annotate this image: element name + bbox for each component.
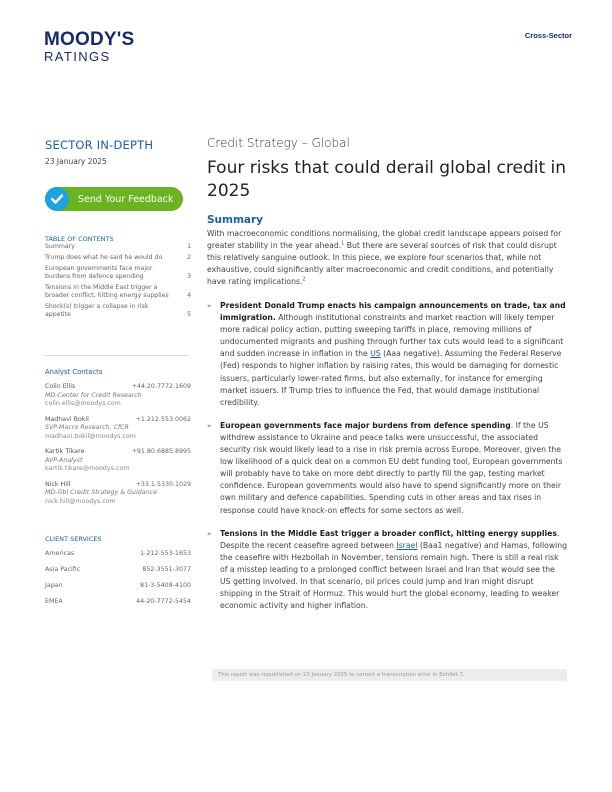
toc-item-page: 5 [187, 311, 191, 318]
contact-role: AVP-Analyst [45, 456, 83, 464]
risk-bullet-europe [207, 420, 567, 517]
client-service-row [45, 582, 191, 598]
contact-card [45, 448, 191, 474]
contact-card [45, 383, 191, 409]
client-service-row [45, 598, 191, 614]
toc-item-page: 3 [187, 273, 191, 280]
risk-bullet-trump [207, 300, 567, 409]
analyst-contacts-title: Analyst Contacts [45, 368, 103, 376]
toc-item-page: 1 [187, 243, 191, 250]
summary-intro [207, 228, 565, 288]
checkmark-icon [45, 187, 69, 211]
feedback-label: Send Your Feedback [78, 193, 174, 205]
send-feedback-button[interactable] [45, 187, 183, 211]
contact-email[interactable]: madhavi.bokil@moodys.com [45, 432, 136, 440]
contact-card [45, 416, 191, 442]
intro-text: With macroeconomic conditions normalising, the global credit landscape appears poised for greater stability in the year ahead. [207, 229, 562, 251]
contact-role: SVP-Macro Research, CfCR [45, 424, 129, 431]
republish-note: This report was republished on 23 January 2025 to correct a transcription error in Exhibit 7. [212, 669, 567, 681]
logo-subtitle: RATINGS [44, 49, 111, 64]
sector-tag: Cross-Sector [524, 31, 572, 40]
phone: 852-3551-3077 [142, 566, 191, 573]
risk-bullets [207, 300, 567, 623]
client-services-title: CLIENT SERVICES [45, 535, 102, 543]
toc-item-summary[interactable] [45, 243, 191, 251]
intro-text: But there are several sources of risk that could disrupt this relatively sanguine outlook. In this piece, we explore four scenarios that, while not exhaustive, could significantly alter macroeconomic and credit conditions, and potentially have rating implications. [207, 241, 557, 287]
table-of-contents [45, 243, 191, 322]
toc-item-risk-appetite[interactable] [45, 303, 191, 319]
bullet-marker: » [207, 529, 212, 538]
toc-item-page: 4 [187, 292, 191, 299]
contact-email[interactable]: colin.ellis@moodys.com [45, 400, 121, 407]
moodys-ratings-logo [44, 30, 134, 64]
report-title: Four risks that could derail global credit in 2025 [207, 158, 567, 201]
footnote-ref[interactable]: 2 [302, 276, 306, 283]
contact-name: Colin Ellis [45, 383, 76, 390]
bullet-heading: European governments face major burdens from defence spending [220, 420, 511, 430]
report-type: SECTOR IN-DEPTH [45, 138, 154, 152]
bullet-text: . Despite the recent ceasefire agreed between [220, 528, 560, 550]
bullet-text: (Aaa negative). Assuming the Federal Reserve (Fed) responds to higher inflation by raising rates, this would be damaging for domestic issuers, particularly lower-rated firms, but also externally, for instance for emerging market issuers. If Trump tries to influence the Fed, that would damage institutional credibility. [220, 349, 562, 407]
report-date: 23 January 2025 [45, 157, 107, 166]
summary-heading: Summary [207, 214, 264, 226]
contact-phone: +1.212.553.0062 [135, 415, 191, 423]
bullet-text: Although institutional constraints and market reaction will likely temper more radical policy action, putting sweeping tariffs in place, removing millions of undocumented migrants and pushing through further tax cuts would lead to a significant and sudden increase in inflation in the [220, 313, 564, 359]
footnote-ref[interactable]: 1 [341, 240, 345, 247]
risk-bullet-middle-east [207, 528, 567, 613]
region: Asia Pacific [45, 566, 81, 573]
region: EMEA [45, 598, 63, 605]
toc-item-middle-east[interactable] [45, 284, 191, 300]
contact-role: MD-Center for Credit Research [45, 391, 142, 399]
bullet-heading: President Donald Trump enacts his campaign announcements on trade, tax and immigration. [220, 301, 566, 323]
contact-name: Madhavi Bokil [45, 415, 89, 423]
bullet-text: . If the US withdrew assistance to Ukraine and peace talks were unsuccessful, the associated security risk would likely lead to a rise in risk premia across Europe. Moreover, given the low likelihood of a quick deal on a common EU debt funding tool, European governments will probably have to take on more debt directly to partly fill the gap, testing market confidence. European governments would also have to spend significantly more on their own military and defence capabilities. Spending cuts in other areas and tax rises in response could have knock-on effects for some sectors as well. [220, 420, 563, 515]
toc-item-title: Tensions in the Middle East trigger a broader conflict, hitting energy supplies [45, 284, 169, 299]
israel-rating-link[interactable]: Israel [396, 540, 418, 550]
client-service-row [45, 550, 191, 566]
bullet-text: (Baa1 negative) and Hamas, following the ceasefire with Hezbollah in November, tensions remain high. There is still a real risk of a misstep leading to a prolonged conflict between Israel and Iran that would see the US getting involved. In that scenario, oil prices could jump and Iran might disrupt shipping in the Strait of Hormuz. This would hurt the global economy, leading to weaker economic activity and higher inflation. [220, 540, 567, 611]
client-services [45, 550, 191, 614]
contact-role: MD-Gbl Credit Strategy & Guidance [45, 489, 157, 496]
toc-item-title: Summary [45, 243, 75, 250]
client-service-row [45, 566, 191, 582]
toc-item-title: Shock(s) trigger a collapse in risk appetite [45, 303, 149, 318]
contact-phone: +44.20.7772.1609 [131, 383, 191, 390]
toc-item-title: Trump does what he said he would do [45, 254, 163, 261]
bullet-marker: » [207, 421, 212, 430]
contact-phone: +91.80.6885.8995 [131, 448, 191, 455]
sidebar-divider [45, 355, 189, 356]
phone: 44-20-7772-5454 [136, 598, 191, 605]
contact-email[interactable]: kartik.tikare@moodys.com [45, 465, 130, 472]
toc-item-trump[interactable] [45, 254, 191, 262]
toc-item-title: European governments face major burdens from defence spending [45, 265, 153, 280]
region: Americas [45, 550, 75, 557]
contact-name: Kartik Tikare [45, 448, 85, 455]
bullet-marker: » [207, 302, 212, 310]
bullet-heading: Tensions in the Middle East trigger a broader conflict, hitting energy supplies [220, 528, 557, 538]
toc-item-page: 2 [187, 254, 191, 261]
contact-card [45, 481, 191, 507]
contact-name: Nick Hill [45, 480, 71, 488]
us-rating-link[interactable]: US [370, 349, 381, 359]
region: Japan [45, 582, 63, 589]
phone: 81-3-5408-4100 [140, 582, 191, 589]
analyst-contacts [45, 383, 191, 513]
logo-wordmark: MOODY'S [44, 29, 135, 50]
toc-item-europe-defence[interactable] [45, 265, 191, 281]
contact-email[interactable]: nick.hill@moodys.com [45, 497, 116, 505]
report-kicker: Credit Strategy – Global [207, 136, 350, 150]
toc-title: TABLE OF CONTENTS [45, 235, 114, 243]
phone: 1-212-553-1653 [140, 550, 191, 557]
contact-phone: +33.1.5330.1029 [135, 480, 191, 488]
